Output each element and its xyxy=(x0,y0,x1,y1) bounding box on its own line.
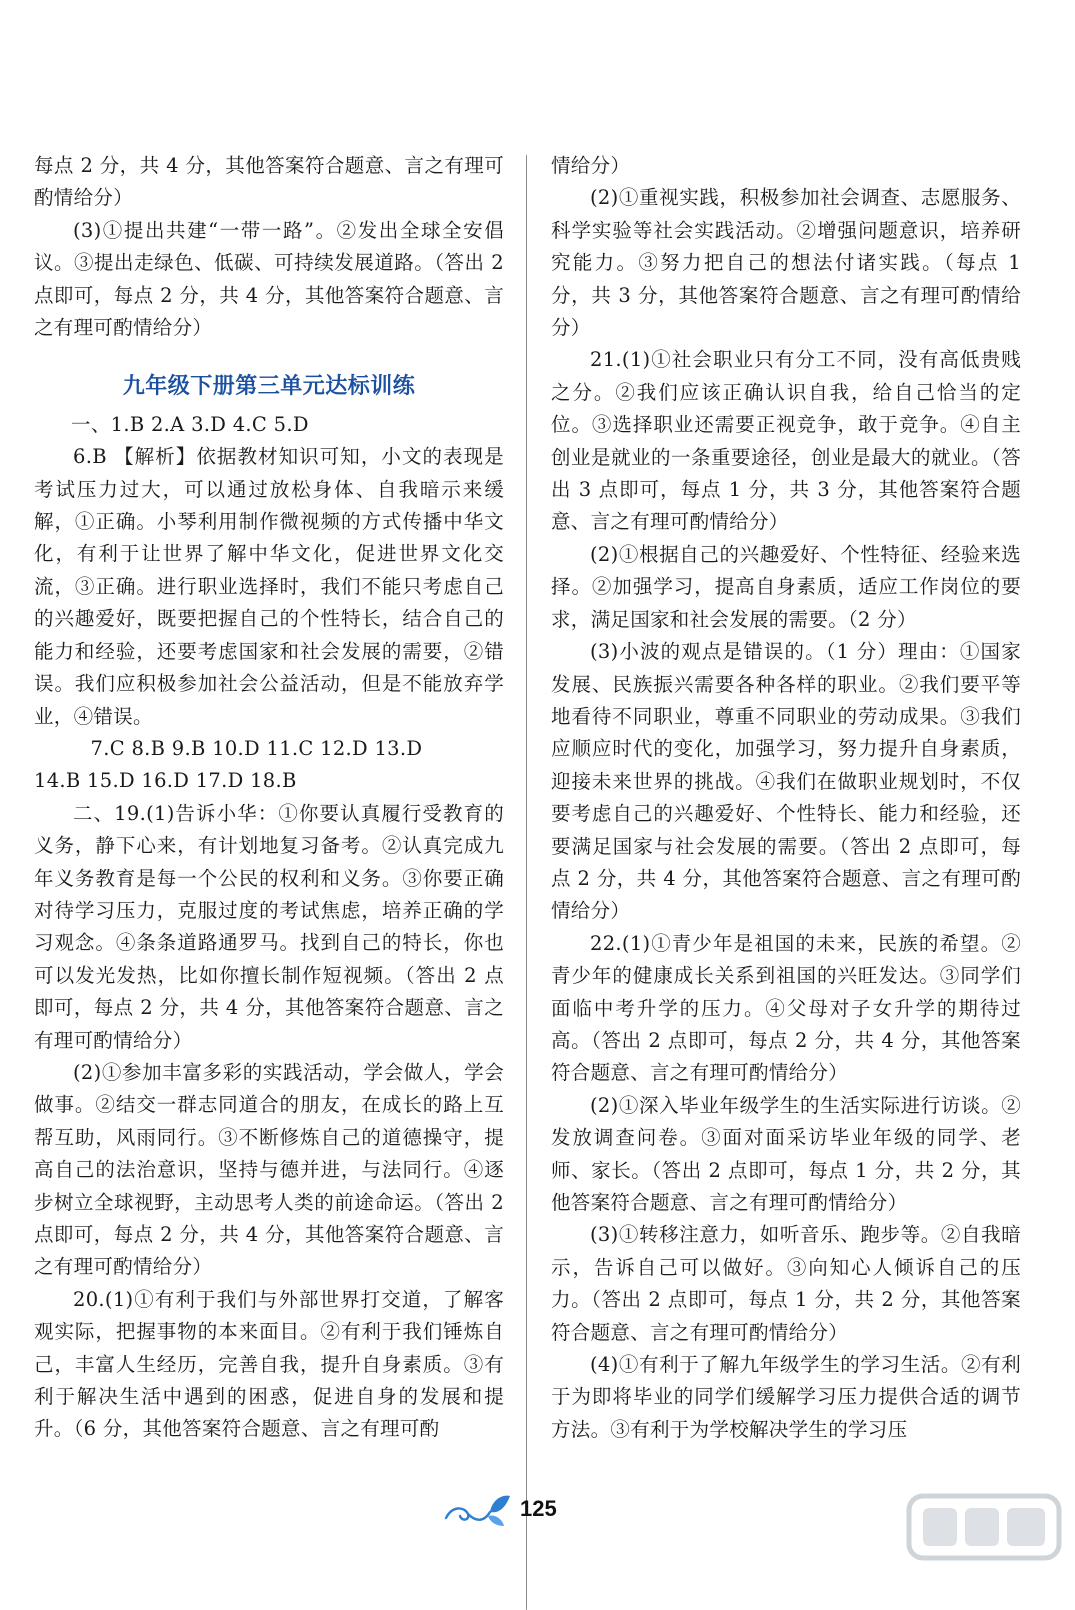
answer-paragraph: (2)①深入毕业年级学生的生活实际进行访谈。②发放调查问卷。③面对面采访毕业年级的同学、老师、家长。（答出 2 点即可，每点 1 分，共 2 分，其他答案符合题意、言之有理可酌情给分） xyxy=(551,1093,1021,1214)
answer-paragraph: 20.(1)①有利于我们与外部世界打交道，了解客观实际，把握事物的本来面目。②有利于我们锤炼自己，丰富人生经历，完善自我，提升自身素质。③有利于解决生活中遇到的困惑，促进自身的发展和提升。（6 分，其他答案符合题意、言之有理可酌 xyxy=(34,1287,504,1441)
mc-answers: 14.B 15.D 16.D 17.D 18.B xyxy=(34,769,297,793)
column-divider xyxy=(526,155,527,1610)
right-column xyxy=(551,150,1021,1446)
mc-answers: 一、1.B 2.A 3.D 4.C 5.D xyxy=(71,412,309,436)
answer-paragraph: (2)①重视实践，积极参加社会调查、志愿服务、科学实验等社会实践活动。②增强问题意识，培养研究能力。③努力把自己的想法付诸实践。（每点 1 分，共 3 分，其他答案符合题意、言之有理可酌情给分） xyxy=(551,186,1021,340)
answer-paragraph: 22.(1)①青少年是祖国的未来，民族的希望。②青少年的健康成长关系到祖国的兴旺发达。③同学们面临中考升学的压力。④父母对子女升学的期待过高。（答出 2 点即可，每点 2 分，共 4 分，其他答案符合题意、言之有理可酌情给分） xyxy=(551,931,1021,1085)
answer-paragraph: (3)小波的观点是错误的。（1 分）理由：①国家发展、民族振兴需要各种各样的职业。②我们要平等地看待不同职业，尊重不同职业的劳动成果。③我们应顺应时代的变化，加强学习，努力提升自身素质，迎接未来世界的挑战。④我们在做职业规划时，不仅要考虑自己的兴趣爱好、个性特长、能力和经验，还要满足国家与社会发展的需要。（答出 2 点即可，每点 2 分，共 4 分，其他答案符合题意、言之有理可酌情给分） xyxy=(551,640,1021,923)
answer-paragraph: (2)①根据自己的兴趣爱好、个性特征、经验来选择。②加强学习，提高自身素质，适应工作岗位的要求，满足国家和社会发展的需要。（2 分） xyxy=(551,542,1021,631)
mc-answers: 7.C 8.B 9.B 10.D 11.C 12.D 13.D xyxy=(90,736,423,760)
answer-paragraph: 21.(1)①社会职业只有分工不同，没有高低贵贱之分。②我们应该正确认识自我，给自己恰当的定位。③选择职业还需要正视竞争，敢于竞争。④自主创业是就业的一条重要途径，创业是最大的就业。（答出 3 点即可，每点 1 分，共 3 分，其他答案符合题意、言之有理可酌情给分） xyxy=(551,348,1021,534)
mxqe-watermark-icon xyxy=(905,1490,1065,1574)
answer-paragraph: (3)①转移注意力，如听音乐、跑步等。②自我暗示，告诉自己可以做好。③向知心人倾诉自己的压力。（答出 2 点即可，每点 1 分，共 2 分，其他答案符合题意、言之有理可酌情给分） xyxy=(551,1223,1021,1344)
answer-paragraph: 二、19.(1)告诉小华：①你要认真履行受教育的义务，静下心来，有计划地复习备考。②认真完成九年义务教育是每一个公民的权利和义务。③你要正确对待学习压力，克服过度的考试焦虑，培养正确的学习观念。④条条道路通罗马。找到自己的特长，你也可以发光发热，比如你擅长制作短视频。（答出 2 点即可，每点 2 分，共 4 分，其他答案符合题意、言之有理可酌情给分） xyxy=(34,801,504,1052)
left-column xyxy=(34,150,504,1446)
section-title: 九年级下册第三单元达标训练 xyxy=(122,373,416,400)
answer-paragraph: 6.B 【解析】依据教材知识可知，小文的表现是考试压力过大，可以通过放松身体、自我暗示来缓解，①正确。小琴利用制作微视频的方式传播中华文化，有利于让世界了解中华文化，促进世界文化交流，③正确。进行职业选择时，我们不能只考虑自己的兴趣爱好，既要把握自己的个性特长，结合自己的能力和经验，还要考虑国家和社会发展的需要，②错误。我们应积极参加社会公益活动，但是不能放弃学业，④错误。 xyxy=(34,445,504,728)
answer-paragraph: (4)①有利于了解九年级学生的学习生活。②有利于为即将毕业的同学们缓解学习压力提供合适的调节方法。③有利于为学校解决学生的学习压 xyxy=(551,1353,1021,1441)
answer-paragraph: 每点 2 分，共 4 分，其他答案符合题意、言之有理可酌情给分） xyxy=(34,154,504,210)
page-number: 125 xyxy=(520,1496,557,1521)
answer-paragraph: 情给分） xyxy=(551,154,631,177)
answer-paragraph: (3)①提出共建“一带一路”。②发出全球全安倡议。③提出走绿色、低碳、可持续发展道路。（答出 2 点即可，每点 2 分，共 4 分，其他答案符合题意、言之有理可酌情给分） xyxy=(34,218,504,340)
answer-paragraph: (2)①参加丰富多彩的实践活动，学会做人，学会做事。②结交一群志同道合的朋友，在成长的路上互帮互助，风雨同行。③不断修炼自己的道德操守，提高自己的法治意识，坚持与德并进，与法同行。④逐步树立全球视野，主动思考人类的前途命运。（答出 2 点即可，每点 2 分，共 4 分，其他答案符合题意、言之有理可酌情给分） xyxy=(34,1060,504,1279)
swirl-leaf-icon xyxy=(442,1492,514,1536)
